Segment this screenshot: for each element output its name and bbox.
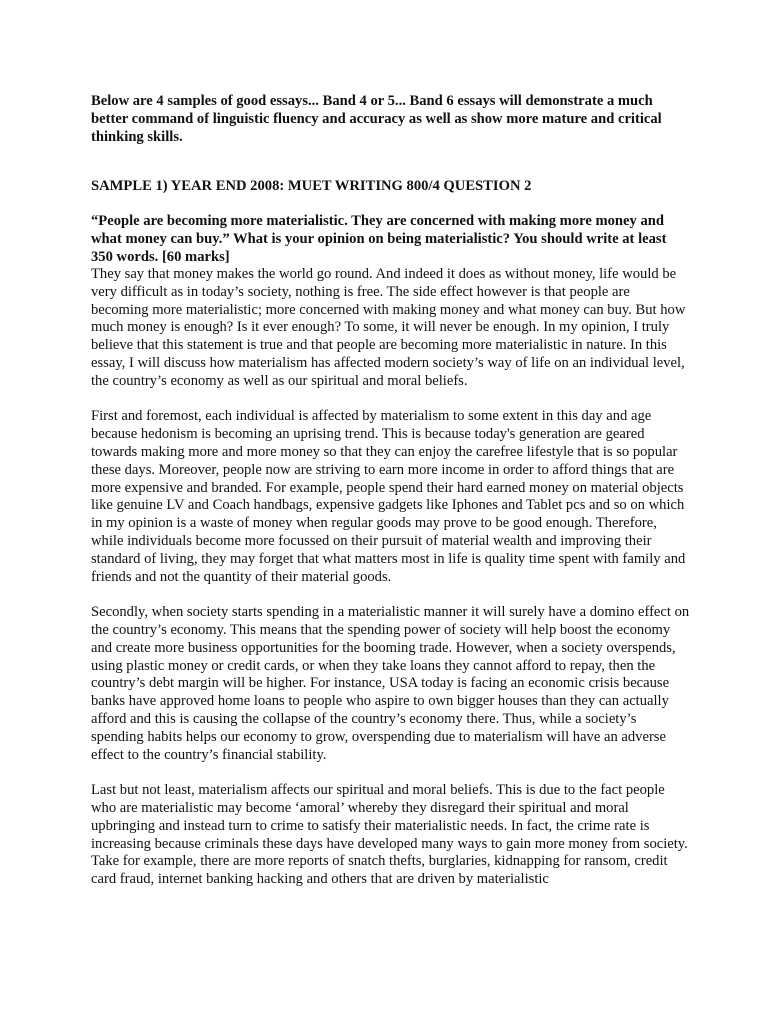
document-page: [91, 92, 691, 889]
essay-body: [91, 266, 691, 889]
essay-paragraph-4: Last but not least, materialism affects our spiritual and moral beliefs. This is due to the fact people who are materialistic may become ‘amoral’ whereby they disregard their spiritual and moral upbringing and instead turn to crime to satisfy their materialistic needs. In fact, the crime rate is increasing because criminals these days have developed many ways to gain more money from society. Take for example, there are more reports of snatch thefts, burglaries, kidnapping for ransom, credit card fraud, internet banking hacking and others that are driven by materialistic: [91, 782, 688, 888]
essay-paragraph-2: First and foremost, each individual is affected by materialism to some extent in this day and age because hedonism is becoming an uprising trend. This is because today's generation are geared towards making more and more money so that they can enjoy the carefree lifestyle that is so popular these days. Moreover, people now are striving to earn more income in order to afford things that are more expensive and branded. For example, people spend their hard earned money on material objects like genuine LV and Coach handbags, expensive gadgets like Iphones and Tablet pcs and so on which in my opinion is a waste of money when regular goods may prove to be good enough. Therefore, while individuals become more focussed on their pursuit of material wealth and improving their standard of living, they may forget that what matters most in life is quality time spent with family and friends and not the quantity of their material goods.: [91, 408, 686, 585]
essay-question: “People are becoming more materialistic. They are concerned with making more money and what money can buy.” What is your opinion on being materialistic? You should write at least 350 words. [60 marks]: [91, 213, 667, 265]
essay-paragraph-1: They say that money makes the world go round. And indeed it does as without money, life would be very difficult as in today’s society, nothing is free. The side effect however is that people are becoming more materialistic; more concerned with making money and what money can buy. But how much money is enough? Is it ever enough? To some, it will never be enough. In my opinion, I truly believe that this statement is true and that people are becoming more materialistic in nature. In this essay, I will discuss how materialism has affected modern society’s way of life on an individual level, the country’s economy as well as our spiritual and moral beliefs.: [91, 266, 686, 389]
essay-paragraph-3: Secondly, when society starts spending in a materialistic manner it will surely have a domino effect on the country’s economy. This means that the spending power of society will help boost the economy and create more business opportunities for the booming trade. However, when a society overspends, using plastic money or credit cards, or when they take loans they cannot afford to repay, then the country’s debt margin will be higher. For instance, USA today is facing an economic crisis because banks have approved home loans to people who aspire to own bigger houses than they can actually afford and this is causing the collapse of the country’s economy there. Thus, while a society’s spending habits helps our economy to grow, overspending due to materialism will have an adverse effect to the country’s financial stability.: [91, 604, 690, 763]
sample-heading: SAMPLE 1) YEAR END 2008: MUET WRITING 800/4 QUESTION 2: [91, 178, 532, 194]
intro-text: Below are 4 samples of good essays... Band 4 or 5... Band 6 essays will demonstrate a much better command of linguistic fluency and accuracy as well as show more mature and critical thinking skills.: [91, 93, 662, 145]
